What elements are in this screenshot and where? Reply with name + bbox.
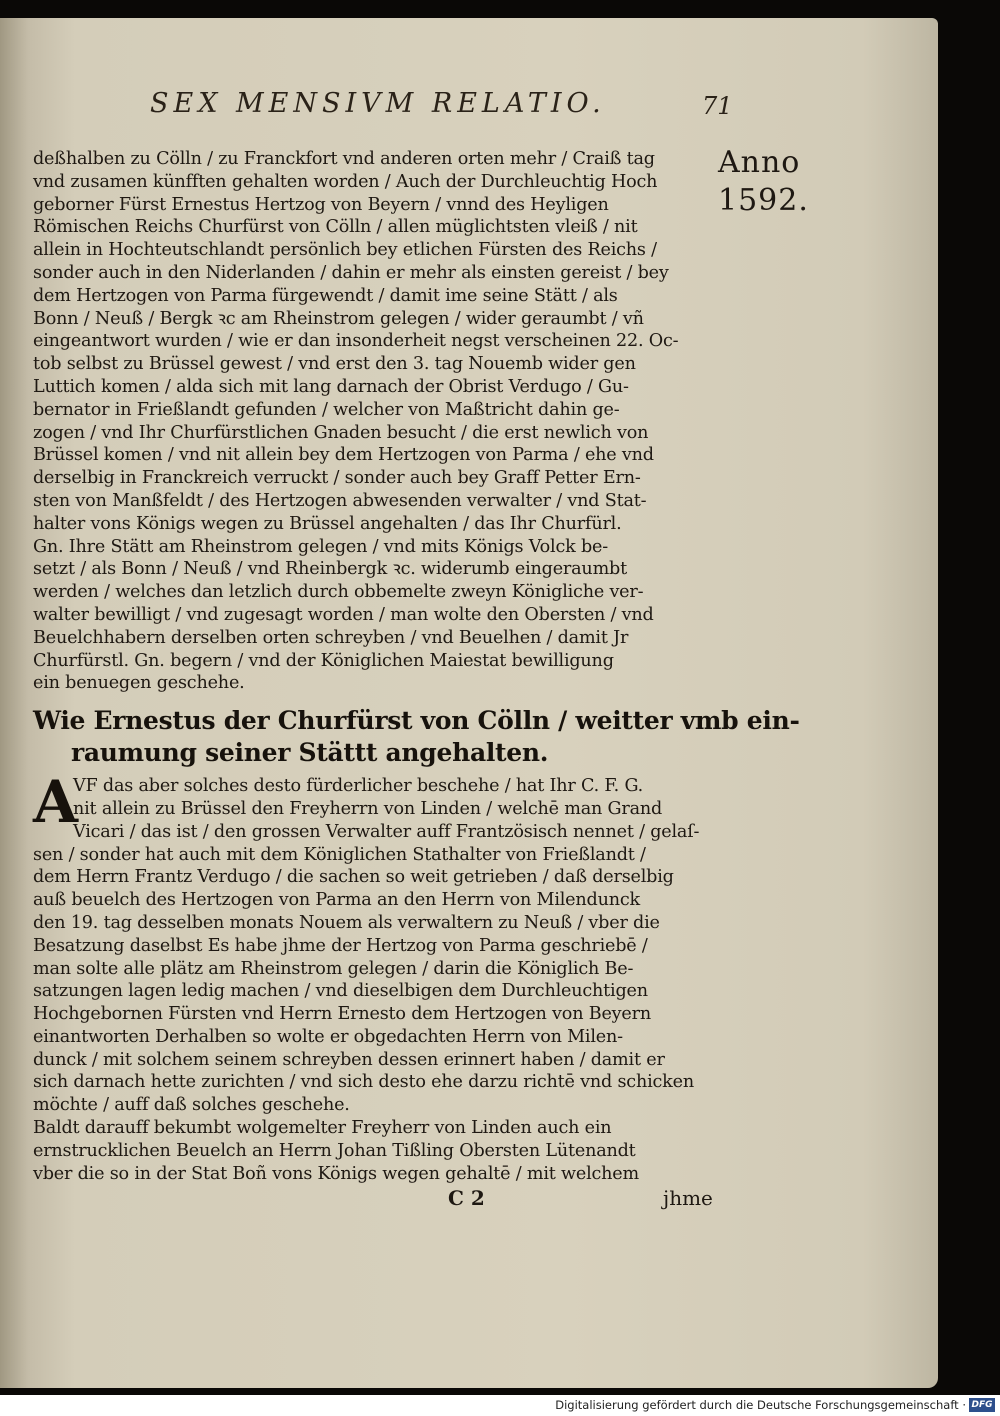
- running-head: SEX MENSIVM RELATIO.: [150, 88, 606, 119]
- text-line: dem Hertzogen von Parma fürgewendt / damit ime seine Stätt / als: [33, 285, 618, 306]
- text-line: bernator in Frießlandt gefunden / welcher von Maßtricht dahin ge-: [33, 399, 620, 420]
- text-line: nit allein zu Brüssel den Freyherrn von Linden / welchē man Grand: [73, 798, 663, 819]
- text-line: deßhalben zu Cölln / zu Franckfort vnd anderen orten mehr / Craiß tag: [33, 149, 655, 169]
- margin-note: [718, 144, 809, 220]
- text-line: einantworten Derhalben so wolte er obgedachten Herrn von Milen-: [33, 1026, 623, 1047]
- text-line: ein benuegen geschehe.: [33, 673, 245, 694]
- text-line: dem Herrn Frantz Verdugo / die sachen so weit getrieben / daß derselbig: [33, 867, 674, 888]
- page-footer-line: [33, 1185, 711, 1211]
- text-line: den 19. tag desselben monats Nouem als verwaltern zu Neuß / vber die: [33, 912, 660, 933]
- text-line: allein in Hochteutschlandt persönlich bey etlichen Fürsten des Reichs /: [33, 240, 657, 261]
- text-line: vnd zusamen künfften gehalten worden / Auch der Durchleuchtig Hoch: [33, 171, 658, 192]
- text-line: Vicari / das ist / den grossen Verwalter auff Frantzösisch nennet / gelaſ-: [73, 821, 700, 842]
- book-page: [0, 18, 938, 1388]
- text-line: geborner Fürst Ernestus Hertzog von Beyern / vnnd des Heyligen: [33, 194, 609, 215]
- text-line: satzungen lagen ledig machen / vnd dieselbigen dem Durchleuchtigen: [33, 981, 648, 1002]
- text-line: zogen / vnd Ihr Churfürstlichen Gnaden besucht / die erst newlich von: [33, 422, 649, 443]
- text-line: Besatzung daselbst Es habe jhme der Hertzog von Parma geschriebē /: [33, 935, 648, 956]
- paragraph-2: [33, 768, 711, 1185]
- text-line: setzt / als Bonn / Neuß / vnd Rheinbergk ꝛc. widerumb eingeraumbt: [33, 559, 627, 580]
- signature-mark: C 2: [448, 1186, 485, 1211]
- text-line: möchte / auff daß solches geschehe.: [33, 1095, 350, 1116]
- text-line: Bonn / Neuß / Bergk ꝛc am Rheinstrom gelegen / wider geraumbt / vñ: [33, 308, 644, 329]
- margin-note-line: Anno: [718, 145, 801, 180]
- page-number: 71: [702, 92, 733, 120]
- text-line: sten von Manßfeldt / des Hertzogen abwesenden verwalter / vnd Stat-: [33, 490, 647, 511]
- text-line: sonder auch in den Niderlanden / dahin er mehr als einsten gereist / bey: [33, 262, 669, 283]
- text-line: Hochgebornen Fürsten vnd Herrn Ernesto dem Hertzogen von Beyern: [33, 1004, 651, 1025]
- text-line: Churfürstl. Gn. begern / vnd der Königlichen Maiestat bewilligung: [33, 650, 614, 671]
- text-line: tob selbst zu Brüssel gewest / vnd erst den 3. tag Nouemb wider gen: [33, 354, 636, 375]
- margin-note-line: 1592.: [718, 183, 809, 218]
- paragraph-1: [33, 148, 711, 695]
- text-line: derselbig in Franckreich verruckt / sonder auch bey Graff Petter Ern-: [33, 468, 641, 489]
- text-line: man solte alle plätz am Rheinstrom gelegen / darin die Königlich Be-: [33, 958, 634, 979]
- catchword: jhme: [663, 1186, 713, 1211]
- text-line: eingeantwort wurden / wie er dan insonderheit negst verscheinen 22. Oc-: [33, 331, 679, 352]
- text-line: ernstrucklichen Beuelch an Herrn Johan Tißling Obersten Lütenandt: [33, 1140, 636, 1161]
- drop-cap: A: [33, 768, 79, 837]
- text-line: Beuelchhabern derselben orten schreyben / vnd Beuelhen / damit Jr: [33, 627, 629, 648]
- text-line: auß beuelch des Hertzogen von Parma an den Herrn von Milendunck: [33, 890, 640, 911]
- paragraph-2-lines: [33, 768, 711, 1185]
- text-line: sich darnach hette zurichten / vnd sich desto ehe darzu richtē vnd schicken: [33, 1072, 694, 1093]
- dfg-logo: DFG: [969, 1398, 995, 1412]
- heading-line: raumung seiner Stättt angehalten.: [71, 738, 549, 768]
- text-line: werden / welches dan letzlich durch obbemelte zweyn Königliche ver-: [33, 582, 644, 603]
- text-line: Luttich komen / alda sich mit lang darnach der Obrist Verdugo / Gu-: [33, 376, 629, 397]
- text-line: walter bewilligt / vnd zugesagt worden / man wolte den Obersten / vnd: [33, 604, 654, 625]
- text-line: Brüssel komen / vnd nit allein bey dem Hertzogen von Parma / ehe vnd: [33, 445, 654, 466]
- text-line: Römischen Reichs Churfürst von Cölln / allen müglichtsten vleiß / nit: [33, 217, 638, 238]
- text-line: vber die so in der Stat Boñ vons Königs wegen gehaltē / mit welchem: [33, 1163, 639, 1184]
- text-line: VF das aber solches desto fürderlicher beschehe / hat Ihr C. F. G.: [73, 776, 644, 797]
- text-line: dunck / mit solchem seinem schreyben dessen erinnert haben / damit er: [33, 1049, 665, 1070]
- credit-text: Digitalisierung gefördert durch die Deutsche Forschungsgemeinschaft ·: [555, 1398, 966, 1412]
- text-line: sen / sonder hat auch mit dem Königlichen Stathalter von Frießlandt /: [33, 844, 646, 865]
- section-heading: [33, 705, 800, 769]
- heading-line: Wie Ernestus der Churfürst von Cölln / weitter vmb ein-: [33, 706, 800, 736]
- text-line: Gn. Ihre Stätt am Rheinstrom gelegen / vnd mits Königs Volck be-: [33, 536, 609, 557]
- credit-bar: [0, 1395, 1000, 1416]
- text-line: Baldt darauff bekumbt wolgemelter Freyherr von Linden auch ein: [33, 1118, 612, 1139]
- text-line: halter vons Königs wegen zu Brüssel angehalten / das Ihr Churfürl.: [33, 513, 622, 534]
